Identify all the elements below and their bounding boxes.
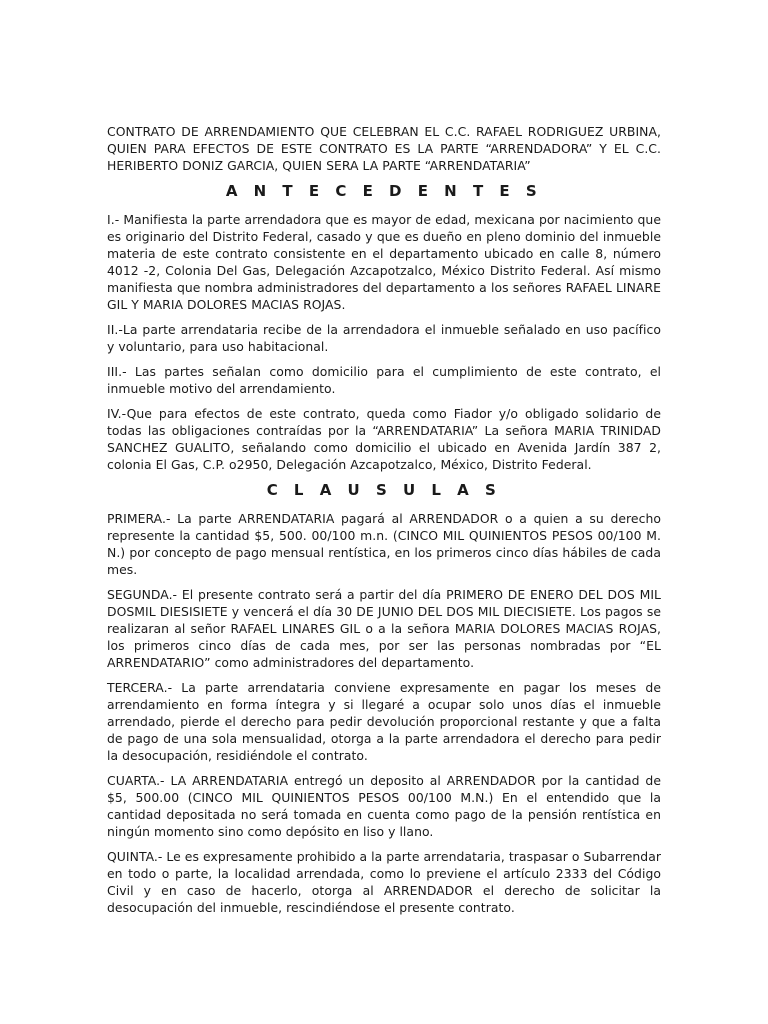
contract-intro: CONTRATO DE ARRENDAMIENTO QUE CELEBRAN EL C.C. RAFAEL RODRIGUEZ URBINA, QUIEN PARA EFECTOS DE ESTE CONTRATO ES LA PARTE “ARRENDADORA” Y EL C.C. HERIBERTO DONIZ GARCIA, QUIEN SERA LA PARTE “ARRENDATARIA”: [107, 124, 661, 173]
antecedente-4: IV.-Que para efectos de este contrato, queda como Fiador y/o obligado solidario de todas las obligaciones contraídas por la “ARRENDATARIA” La señora MARIA TRINIDAD SANCHEZ GUALITO, señalando como domicilio el ubicado en Avenida Jardín 387 2, colonia El Gas, C.P. o2950, Delegación Azcapotzalco, México, Distrito Federal.: [107, 406, 661, 472]
clausula-quinta: QUINTA.- Le es expresamente prohibido a la parte arrendataria, traspasar o Subarrendar en todo o parte, la localidad arrendada, como lo previene el artículo 2333 del Código Civil y en caso de hacerlo, otorga al ARRENDADOR el derecho de solicitar la desocupación del inmueble, rescindiéndose el presente contrato.: [107, 849, 661, 915]
clausula-cuarta: CUARTA.- LA ARRENDATARIA entregó un deposito al ARRENDADOR por la cantidad de $5, 500.00 (CINCO MIL QUINIENTOS PESOS 00/100 M.N.) En el entendido que la cantidad depositada no será tomada en cuenta como pago de la pensión rentística en ningún momento sino como depósito en liso y llano.: [107, 773, 661, 839]
antecedente-2: II.-La parte arrendataria recibe de la arrendadora el inmueble señalado en uso pacífico y voluntario, para uso habitacional.: [107, 322, 661, 354]
clausulas-heading: C L A U S U L A S: [266, 481, 502, 499]
antecedente-1: I.- Manifiesta la parte arrendadora que es mayor de edad, mexicana por nacimiento que es originario del Distrito Federal, casado y que es dueño en pleno dominio del inmueble materia de este contrato consistente en el departamento ubicado en calle 8, número 4012 -2, Colonia Del Gas, Delegación Azcapotzalco, México Distrito Federal. Así mismo manifiesta que nombra administradores del departamento a los señores RAFAEL LINARE GIL Y MARIA DOLORES MACIAS ROJAS.: [107, 212, 661, 312]
antecedentes-heading: A N T E C E D E N T E S: [225, 182, 543, 200]
clausula-tercera: TERCERA.- La parte arrendataria conviene expresamente en pagar los meses de arrendamiento en forma íntegra y si llegaré a ocupar solo unos días el inmueble arrendado, pierde el derecho para pedir devolución proporcional restante y que a falta de pago de una sola mensualidad, otorga a la parte arrendadora el derecho para pedir la desocupación, residiéndole el contrato.: [107, 680, 661, 763]
clausula-primera: PRIMERA.- La parte ARRENDATARIA pagará al ARRENDADOR o a quien a su derecho represente la cantidad $5, 500. 00/100 m.n. (CINCO MIL QUINIENTOS PESOS 00/100 M. N.) por concepto de pago mensual rentística, en los primeros cinco días hábiles de cada mes.: [107, 511, 661, 577]
antecedente-3: III.- Las partes señalan como domicilio para el cumplimiento de este contrato, el inmueble motivo del arrendamiento.: [107, 364, 661, 396]
clausula-segunda: SEGUNDA.- El presente contrato será a partir del día PRIMERO DE ENERO DEL DOS MIL DOSMIL DIESISIETE y vencerá el día 30 DE JUNIO DEL DOS MIL DIECISIETE. Los pagos se realizaran al señor RAFAEL LINARES GIL o a la señora MARIA DOLORES MACIAS ROJAS, los primeros cinco días de cada mes, por ser las personas nombradas por “EL ARRENDATARIO” como administradores del departamento.: [107, 587, 661, 670]
contract-page: [107, 123, 661, 924]
